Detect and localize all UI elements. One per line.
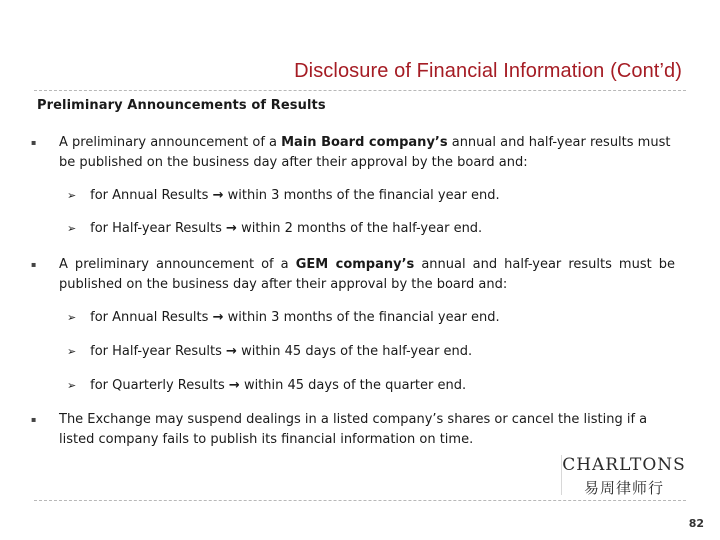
subitem-gem-half-year [67, 342, 472, 362]
subitem-suffix: within 3 months of the financial year end. [227, 310, 500, 325]
subitem-suffix: within 45 days of the half-year end. [241, 344, 473, 359]
right-arrow-icon: → [226, 344, 237, 359]
page-number: 82 [688, 517, 704, 530]
subitem-prefix: for Quarterly Results [90, 378, 225, 393]
subitem-main-half-year [67, 219, 482, 239]
subitem-prefix: for Annual Results [90, 310, 209, 325]
bullet-marker: ▪ [31, 138, 37, 147]
logo-name-english: CHARLTONS [562, 455, 686, 475]
bullet-bold-term: GEM company’s [295, 257, 415, 272]
arrowhead-bullet-icon: ➢ [67, 222, 77, 235]
right-arrow-icon: → [226, 221, 237, 236]
bullet-bold-term: Main Board company’s [281, 135, 448, 150]
charltons-logo [561, 455, 686, 495]
section-subtitle: Preliminary Announcements of Results [37, 98, 326, 113]
arrowhead-bullet-icon: ➢ [67, 189, 77, 202]
footer-divider [34, 500, 686, 501]
subitem-prefix: for Half-year Results [90, 344, 222, 359]
subitem-prefix: for Annual Results [90, 188, 209, 203]
subitem-gem-quarterly [67, 376, 466, 396]
subitem-main-annual [67, 186, 500, 206]
bullet-marker: ▪ [31, 415, 37, 424]
subitem-suffix: within 3 months of the financial year end. [227, 188, 500, 203]
bullet-text-start: A preliminary announcement of a [59, 135, 282, 150]
subitem-prefix: for Half-year Results [90, 221, 222, 236]
bullet-gem [31, 255, 675, 295]
subitem-suffix: within 2 months of the half-year end. [241, 221, 483, 236]
arrowhead-bullet-icon: ➢ [67, 311, 77, 324]
bullet-marker: ▪ [31, 260, 37, 269]
slide-title: Disclosure of Financial Information (Cont’d) [294, 60, 682, 82]
bullet-main-board [31, 133, 675, 173]
logo-name-chinese: 易周律师行 [583, 479, 664, 497]
arrowhead-bullet-icon: ➢ [67, 379, 77, 392]
bullet-text-end: annual and half-year results must be published on the business day after their approval by the board and: [59, 135, 671, 170]
bullet-suspension [31, 410, 675, 450]
right-arrow-icon: → [212, 188, 224, 203]
right-arrow-icon: → [212, 310, 224, 325]
subitem-gem-annual [67, 308, 500, 328]
title-divider [34, 90, 686, 91]
bullet-text-start: A preliminary announcement of a [59, 257, 296, 272]
bullet-text: The Exchange may suspend dealings in a listed company’s shares or cancel the listing if a listed company fails to publish its financial information on time. [59, 412, 648, 447]
bullet-text-end: annual and half-year results must be published on the business day after their approval by the board and: [59, 257, 675, 292]
subitem-suffix: within 45 days of the quarter end. [243, 378, 467, 393]
right-arrow-icon: → [228, 378, 240, 393]
arrowhead-bullet-icon: ➢ [67, 345, 77, 358]
